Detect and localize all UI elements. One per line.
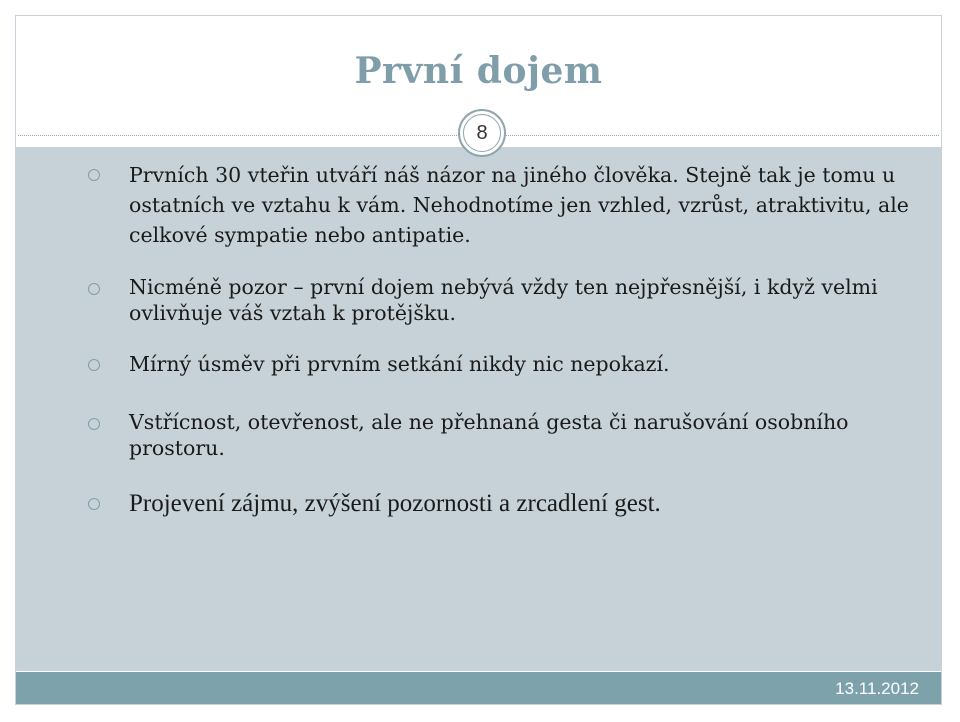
circle-bullet-icon <box>88 418 100 430</box>
bullet-text: Nicméně pozor – první dojem nebývá vždy ten nejpřesnější, i když velmi ovlivňuje váš vztah k protějšku. <box>129 275 878 325</box>
bullet-item <box>88 160 918 250</box>
footer-date: 13.11.2012 <box>835 679 919 698</box>
page-number-badge <box>458 109 506 157</box>
bullet-text: Vstřícnost, otevřenost, ale ne přehnaná gesta či narušování osobního prostoru. <box>129 410 849 460</box>
bullet-text: Mírný úsměv při prvním setkání nikdy nic nepokazí. <box>129 352 670 376</box>
circle-bullet-icon <box>88 359 100 371</box>
bullet-item <box>88 489 918 518</box>
bullet-item <box>88 350 918 379</box>
circle-bullet-icon <box>88 498 100 510</box>
bullet-item <box>88 409 918 461</box>
slide-title: První dojem <box>354 50 603 92</box>
bullet-item <box>88 274 918 326</box>
footer-bar <box>16 672 941 704</box>
bullet-text: Prvních 30 vteřin utváří náš názor na jiného člověka. Stejně tak je tomu u ostatních ve vztahu k vám. Nehodnotíme jen vzhled, vzrůst, atraktivitu, ale celkové sympatie nebo antipatie. <box>129 163 909 247</box>
circle-bullet-icon <box>88 283 100 295</box>
circle-bullet-icon <box>88 169 100 181</box>
page-number: 8 <box>463 114 501 152</box>
bullet-text: Projevení zájmu, zvýšení pozornosti a zrcadlení gest. <box>129 490 661 517</box>
bullet-list <box>88 160 918 518</box>
